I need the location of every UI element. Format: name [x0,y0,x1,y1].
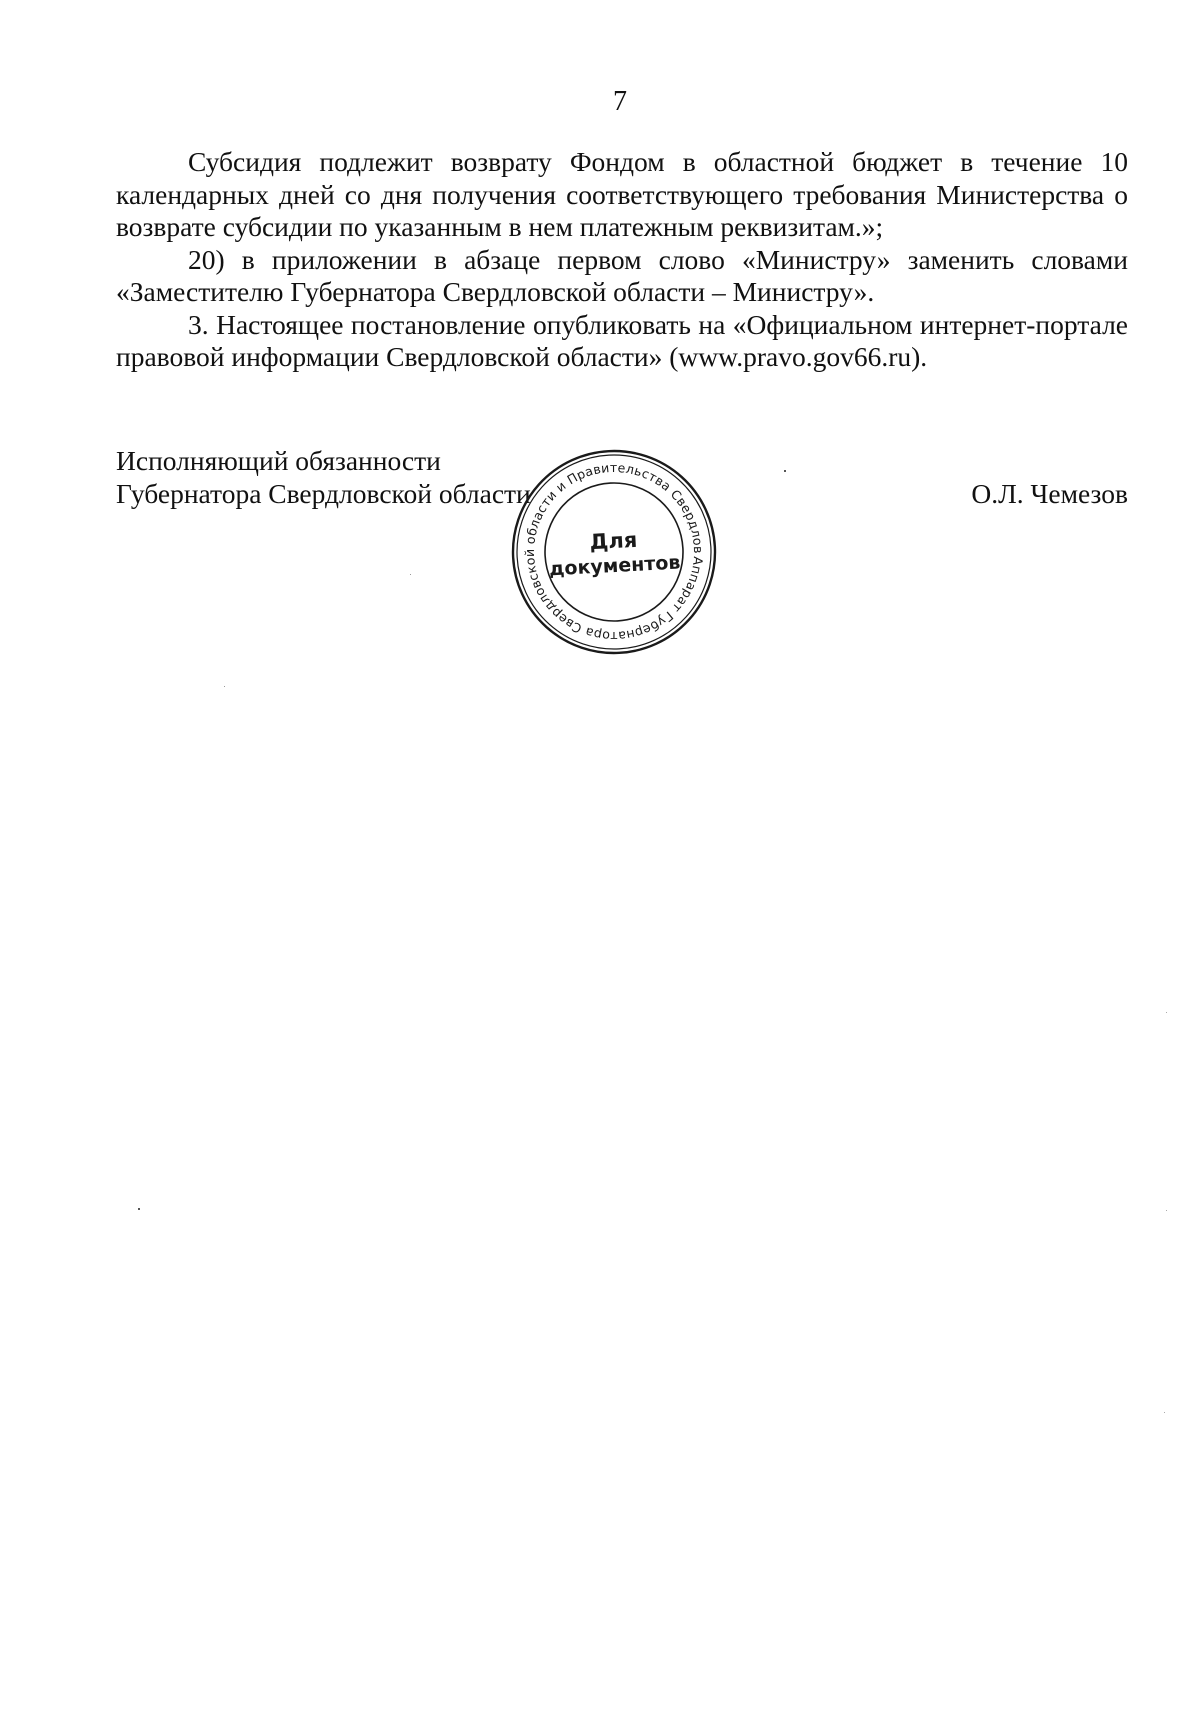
seal-center-line1: Для [589,527,638,555]
document-body [116,146,1128,374]
scan-speck [138,1208,140,1210]
scan-speck [1166,1210,1167,1211]
seal-graphic [508,446,720,658]
paragraph-publication: 3. Настоящее постановление опубликовать на «Официальном интернет-портале правовой информации Свердловской области» (www.pravo.gov66.ru). [116,308,1128,372]
scan-speck [224,686,225,687]
signer-name: О.Л. Чемезов [971,478,1128,509]
signature-title [116,444,531,510]
signature-title-line1: Исполняющий обязанности [116,445,441,476]
paragraph-subsidy-return: Субсидия подлежит возврату Фондом в областной бюджет в течение 10 календарных дней со дня получения соответствующего требования Министерства о возврате субсидии по указанным в нем платежным реквизитам.»; [116,146,1128,242]
scan-speck [1166,1012,1167,1013]
signature-title-line2: Губернатора Свердловской области [116,478,531,509]
seal-center-line2: документов [548,551,681,581]
page-number: 7 [613,86,627,117]
scan-speck [1164,1412,1165,1413]
official-seal-stamp [508,446,720,658]
scan-speck [784,470,786,472]
paragraph-appendix-amendment: 20) в приложении в абзаце первом слово «Министру» заменить словами «Заместителю Губернатора Свердловской области – Министру». [116,243,1128,307]
seal-ring-text: Аппарат Губернатора Свердловской области и Правительства Свердловской [521,459,707,645]
scan-speck [410,574,411,575]
